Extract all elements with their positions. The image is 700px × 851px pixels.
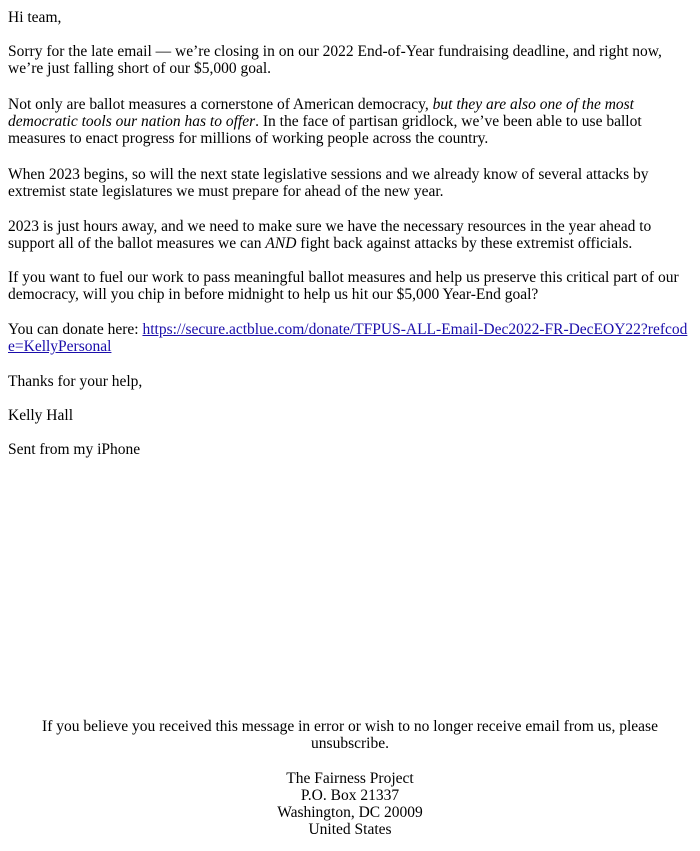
donate-link[interactable]: https://secure.actblue.com/donate/TFPUS-ALL-Email-Dec2022-FR-DecEOY22?refcode=KellyPersonal <box>8 321 688 355</box>
email-footer <box>8 718 692 838</box>
address-line: The Fairness Project <box>286 770 414 787</box>
paragraph-ballot-measures <box>8 96 692 147</box>
paragraph-donate <box>8 321 692 355</box>
address-line: Washington, DC 20009 <box>277 804 423 821</box>
paragraph-ask: If you want to fuel our work to pass meaningful ballot measures and help us preserve this critical part of our democracy, will you chip in before midnight to help us hit our $5,000 Year-End goal? <box>8 269 679 303</box>
sent-from-line: Sent from my iPhone <box>8 441 141 458</box>
address-line: United States <box>308 821 392 838</box>
emphasis-text: AND <box>265 235 297 252</box>
paragraph-text: Not only are ballot measures a cornerstone of American democracy, <box>8 96 433 113</box>
paragraph-deadline: Sorry for the late email — we’re closing in on our 2022 End-of-Year fundraising deadline, and right now, we’re just falling short of our $5,000 goal. <box>8 43 662 77</box>
closing-line: Thanks for your help, <box>8 373 143 390</box>
greeting: Hi team, <box>8 9 62 26</box>
donate-prefix: You can donate here: <box>8 321 143 338</box>
unsubscribe-notice: If you believe you received this message in error or wish to no longer receive email from us, please unsubscribe. <box>42 718 658 752</box>
paragraph-legislative-sessions: When 2023 begins, so will the next state legislative sessions and we already know of several attacks by extremist state legislatures we must prepare for ahead of the new year. <box>8 166 649 200</box>
paragraph-text: . In the face of partisan gridlock, we’ve been able to use ballot measures to enact progress for millions of working people across the country. <box>8 113 642 147</box>
address-line: P.O. Box 21337 <box>300 787 400 804</box>
paragraph-text: fight back against attacks by these extremist officials. <box>296 235 633 252</box>
emphasis-text: but they are also one of the most democratic tools our nation has to offer <box>8 96 634 130</box>
postal-address <box>8 770 692 838</box>
paragraph-resources <box>8 218 692 252</box>
paragraph-text: 2023 is just hours away, and we need to make sure we have the necessary resources in the year ahead to support all of the ballot measures we can <box>8 218 652 252</box>
signature-name: Kelly Hall <box>8 407 73 424</box>
